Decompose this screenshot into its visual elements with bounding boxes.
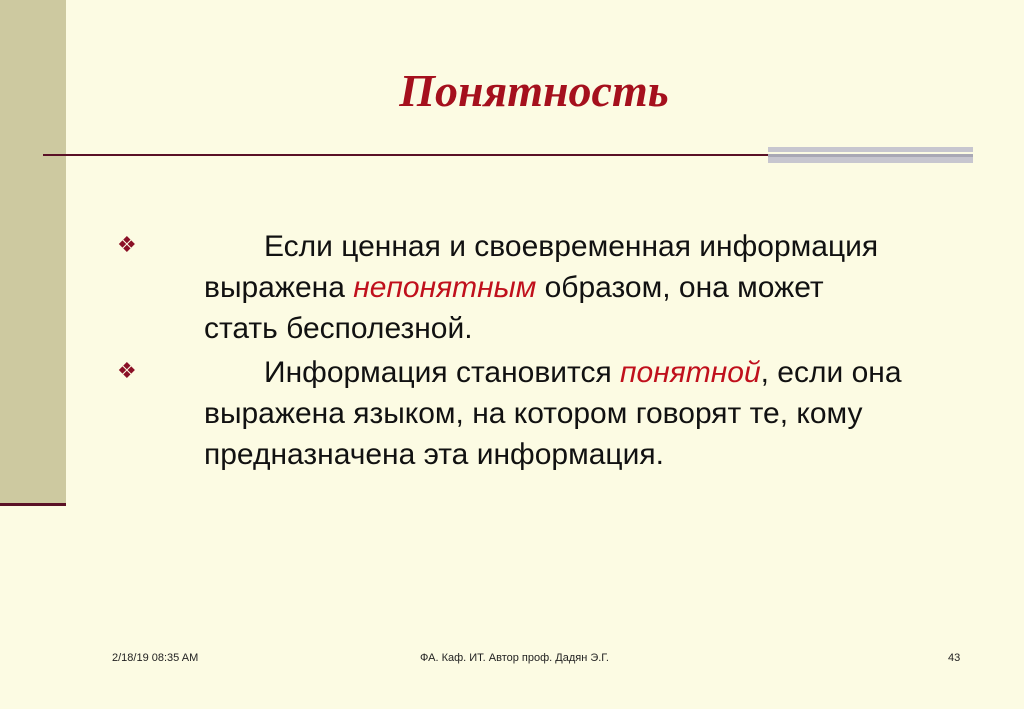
bullet-highlight: понятной [620, 356, 761, 389]
left-decor-underline [0, 503, 66, 506]
bullet-text-before: Информация становится [264, 356, 621, 389]
diamond-ornament-icon: ❖ [117, 232, 137, 257]
bullet-text [204, 352, 904, 475]
footer-date: 2/18/19 08:35 AM [112, 652, 199, 664]
diamond-ornament-icon: ❖ [117, 358, 137, 383]
bullet-text-after: , если она выражена языком, на котором говорят те, кому предназначена эта информация. [204, 356, 902, 471]
bullet-text [204, 226, 904, 349]
slide-title: Понятность [399, 65, 669, 116]
title-divider-accent [768, 147, 973, 163]
bullet-text-before: Если ценная и своевременная информация выражена [204, 230, 879, 304]
footer-author: ФА. Каф. ИТ. Автор проф. Дадян Э.Г. [420, 652, 609, 664]
bullet-highlight: непонятным [353, 271, 537, 304]
bullet-text-after: образом, она может стать бесполезной. [204, 271, 824, 345]
slide-number: 43 [948, 652, 961, 664]
